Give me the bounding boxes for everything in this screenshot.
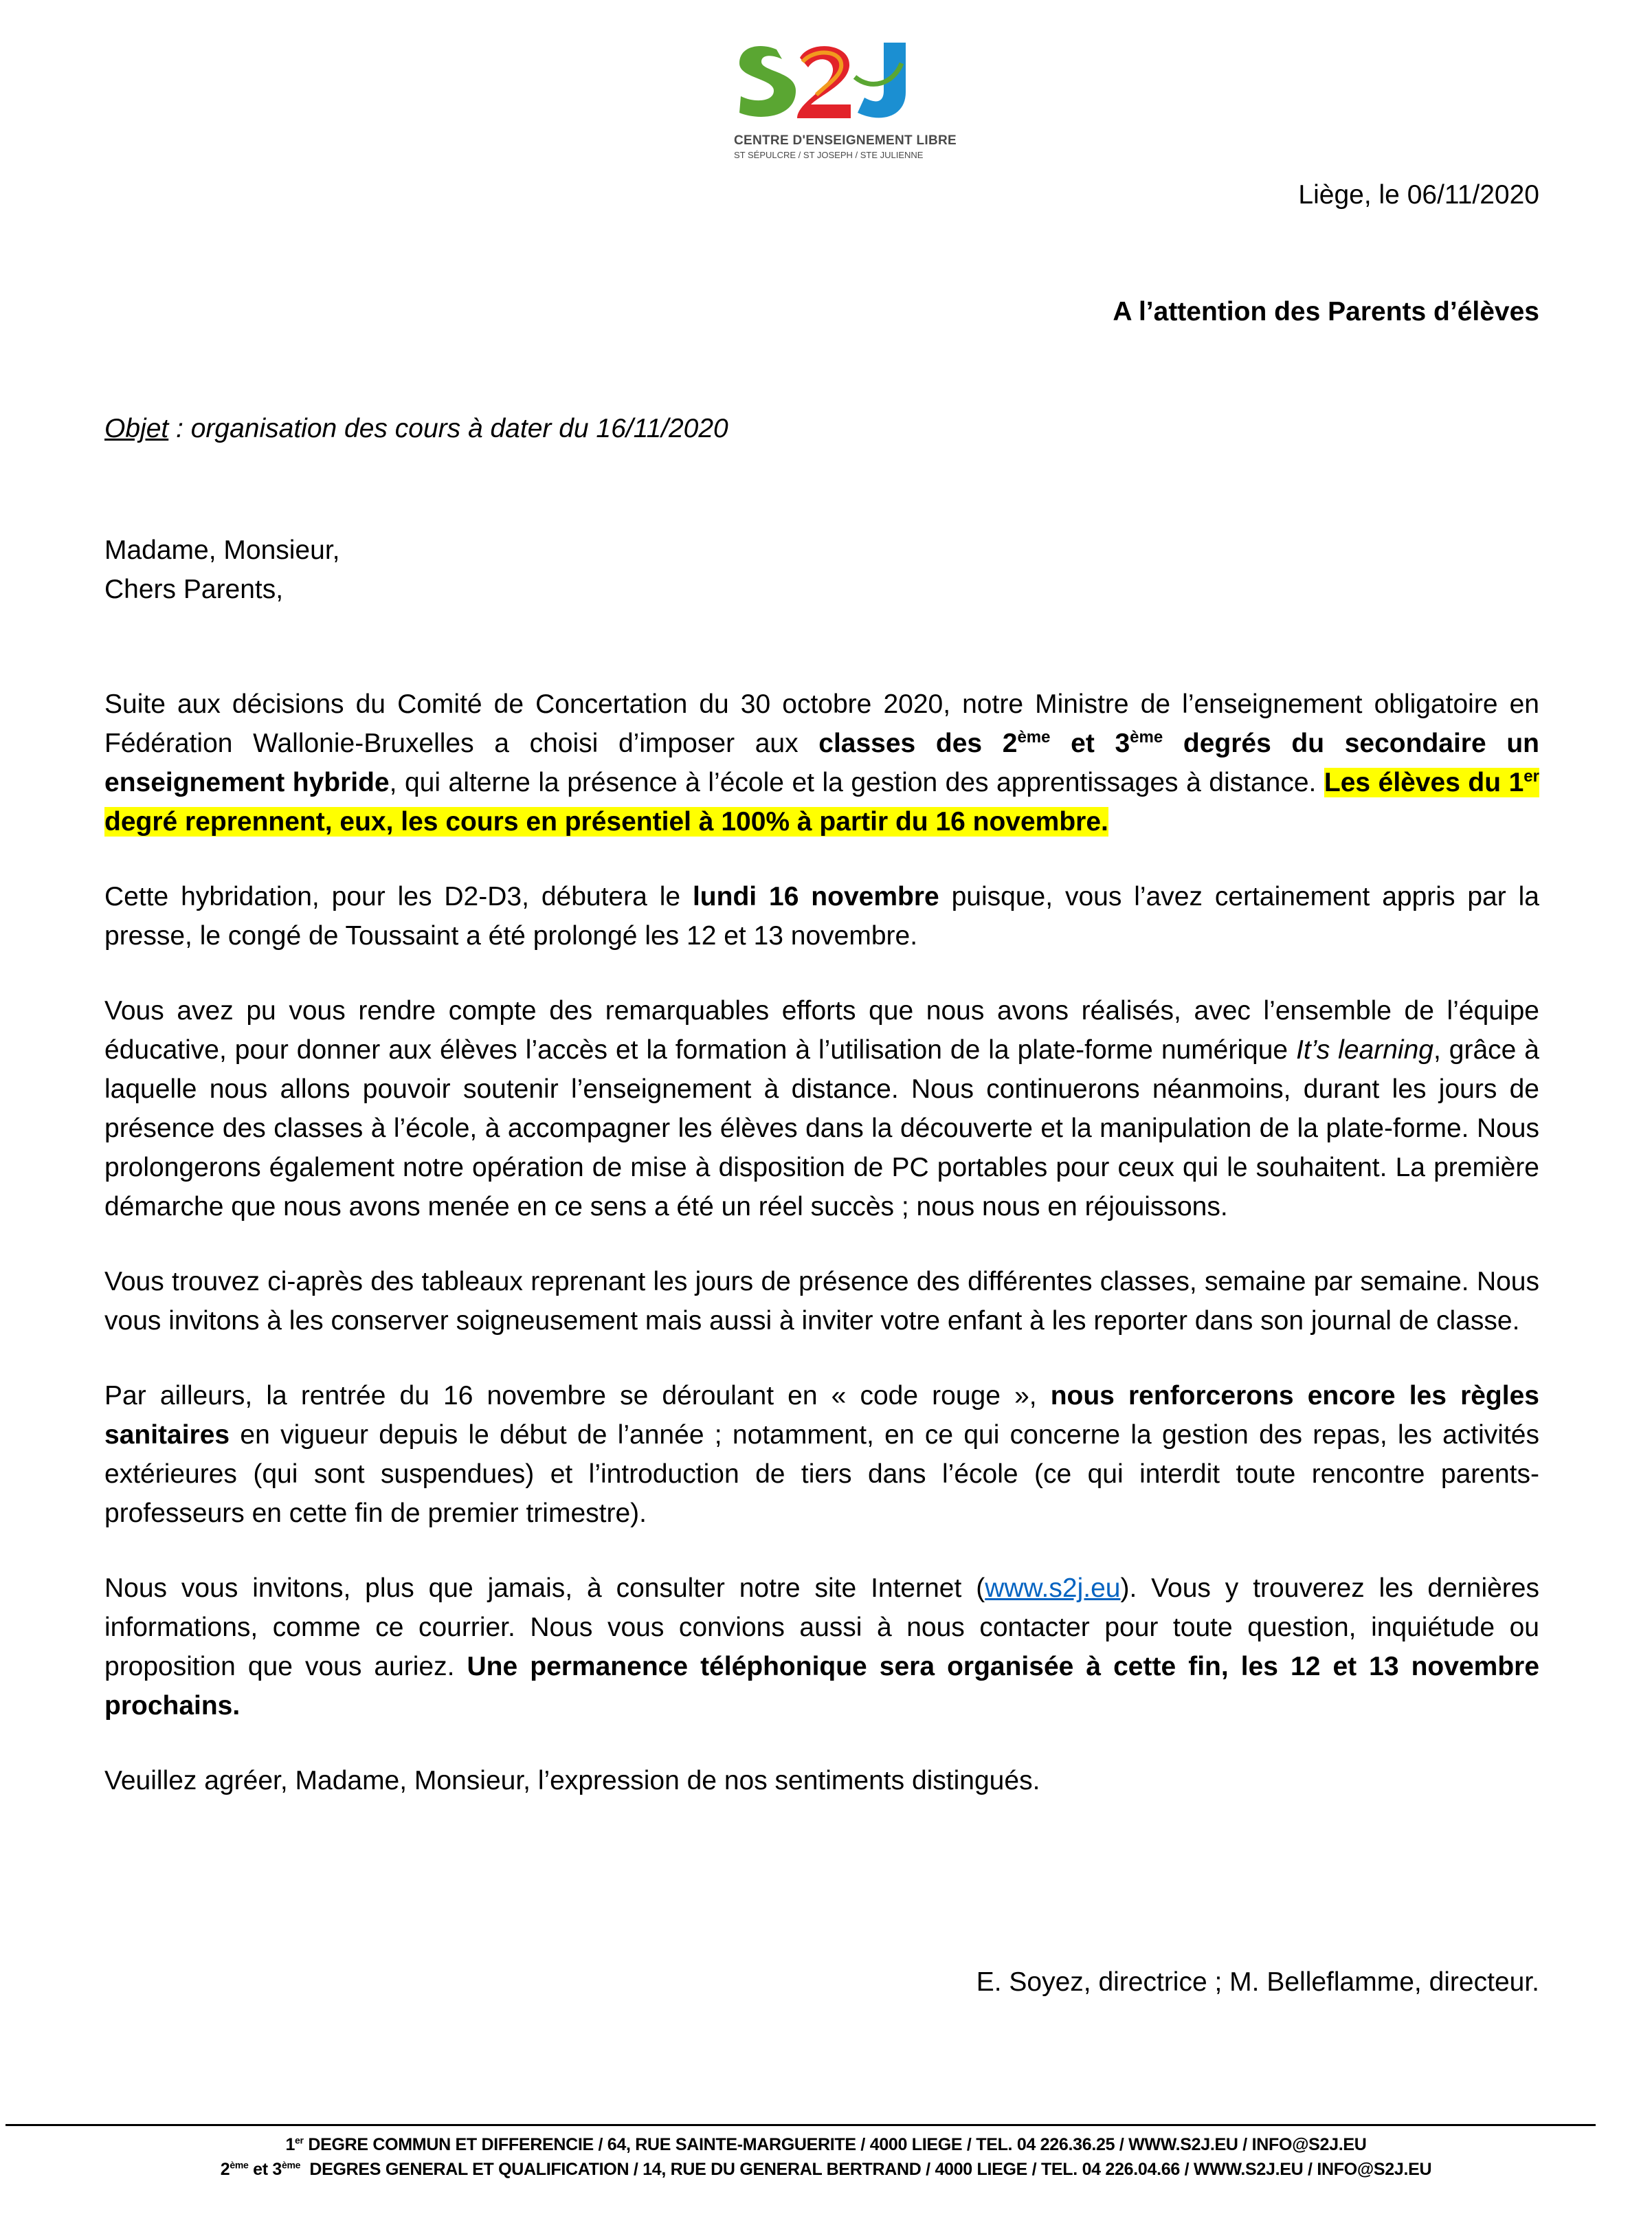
logo-subtitle: CENTRE D'ENSEIGNEMENT LIBRE bbox=[734, 133, 957, 148]
paragraph-6: Nous vous invitons, plus que jamais, à consulter notre site Internet (www.s2j.eu). Vous y trouverez les dernières informations, comme ce courrier. Nous vous convions aussi à nous contacter pour toute question, inquiétude ou proposition que vous auriez. Une permanence téléphonique sera organisée à cette fin, les 12 et 13 novembre prochains. bbox=[104, 1573, 1540, 1721]
signature: E. Soyez, directrice ; M. Belleflamme, directeur. bbox=[976, 1967, 1539, 1997]
p1-highlight: Les élèves du 1er degré reprennent, eux, les cours en présentiel à 100% à partir du 16 novembre. bbox=[104, 767, 1539, 837]
p6-bold: Une permanence téléphonique sera organisée à cette fin, les 12 et 13 novembre prochains. bbox=[104, 1652, 1540, 1721]
p2-bold: lundi 16 novembre bbox=[692, 882, 939, 911]
paragraph-5: Par ailleurs, la rentrée du 16 novembre se déroulant en « code rouge », nous renforcerons encore les règles sanitaires en vigueur depuis le début de l’année ; notamment, en ce qui concerne la gestion des repas, les activités extérieures (qui sont suspendues) et l’introduction de tiers dans l’école (ce qui interdit toute rencontre parents-professeurs en cette fin de premier trimestre). bbox=[104, 1381, 1539, 1528]
subject-label: Objet bbox=[104, 414, 169, 443]
recipient-line: A l’attention des Parents d’élèves bbox=[1113, 297, 1539, 327]
website-link[interactable]: www.s2j.eu bbox=[985, 1573, 1121, 1603]
letter-date: Liège, le 06/11/2020 bbox=[1298, 180, 1539, 210]
s2j-logo-icon bbox=[734, 36, 913, 129]
salutation bbox=[104, 531, 340, 609]
p1-bold: classes des 2ème et 3ème degrés du secondaire un enseignement hybride bbox=[104, 728, 1539, 797]
footer-line-2: 2ème et 3ème DEGRES GENERAL ET QUALIFICATION / 14, RUE DU GENERAL BERTRAND / 4000 LIEGE / TEL. 04 226.04.66 / WWW.S2J.EU / INFO@S2J.EU bbox=[220, 2159, 1432, 2179]
salutation-line-1: Madame, Monsieur, bbox=[104, 535, 340, 565]
subject-line bbox=[104, 414, 728, 444]
paragraph-2: Cette hybridation, pour les D2-D3, débutera le lundi 16 novembre puisque, vous l’avez certainement appris par la presse, le congé de Toussaint a été prolongé les 12 et 13 novembre. bbox=[104, 882, 1539, 951]
subject-text: : organisation des cours à dater du 16/11/2020 bbox=[168, 414, 728, 443]
letter-body bbox=[104, 685, 1539, 1836]
salutation-line-2: Chers Parents, bbox=[104, 575, 284, 604]
footer-divider bbox=[5, 2124, 1596, 2126]
platform-name: It’s learning bbox=[1296, 1035, 1433, 1065]
paragraph-3: Vous avez pu vous rendre compte des remarquables efforts que nous avons réalisés, avec l’ensemble de l’équipe éducative, pour donner aux élèves l’accès et la formation à l’utilisation de la plate-forme numérique It’s learning, grâce à laquelle nous allons pouvoir soutenir l’enseignement à distance. Nous continuerons néanmoins, durant les jours de présence des classes à l’école, à accompagner les élèves dans la découverte et la manipulation de la plate-forme. Nous prolongerons également notre opération de mise à disposition de PC portables pour ceux qui le souhaitent. La première démarche que nous avons menée en ce sens a été un réel succès ; nous nous en réjouissons. bbox=[104, 996, 1539, 1221]
paragraph-4: Vous trouvez ci-après des tableaux reprenant les jours de présence des différentes classes, semaine par semaine. Nous vous invitons à les conserver soigneusement mais aussi à inviter votre enfant à les reporter dans son journal de classe. bbox=[104, 1267, 1539, 1336]
school-logo bbox=[734, 36, 957, 166]
logo-schools: ST SÉPULCRE / ST JOSEPH / STE JULIENNE bbox=[734, 150, 924, 160]
footer-line-1: 1er DEGRE COMMUN ET DIFFERENCIE / 64, RUE SAINTE-MARGUERITE / 4000 LIEGE / TEL. 04 226.36.25 / WWW.S2J.EU / INFO@S2J.EU bbox=[285, 2134, 1367, 2154]
p1-text: Suite aux décisions du Comité de Concertation du 30 octobre 2020, notre Ministre de l’enseignement obligatoire en Fédération Wallonie-Bruxelles a choisi d’imposer aux bbox=[104, 689, 1539, 758]
paragraph-7: Veuillez agréer, Madame, Monsieur, l’expression de nos sentiments distingués. bbox=[104, 1766, 1040, 1795]
p5-bold: nous renforcerons encore les règles sanitaires bbox=[104, 1381, 1539, 1450]
p1-text-2: , qui alterne la présence à l’école et la gestion des apprentissages à distance. bbox=[389, 768, 1324, 797]
paragraph-1 bbox=[104, 685, 1539, 841]
